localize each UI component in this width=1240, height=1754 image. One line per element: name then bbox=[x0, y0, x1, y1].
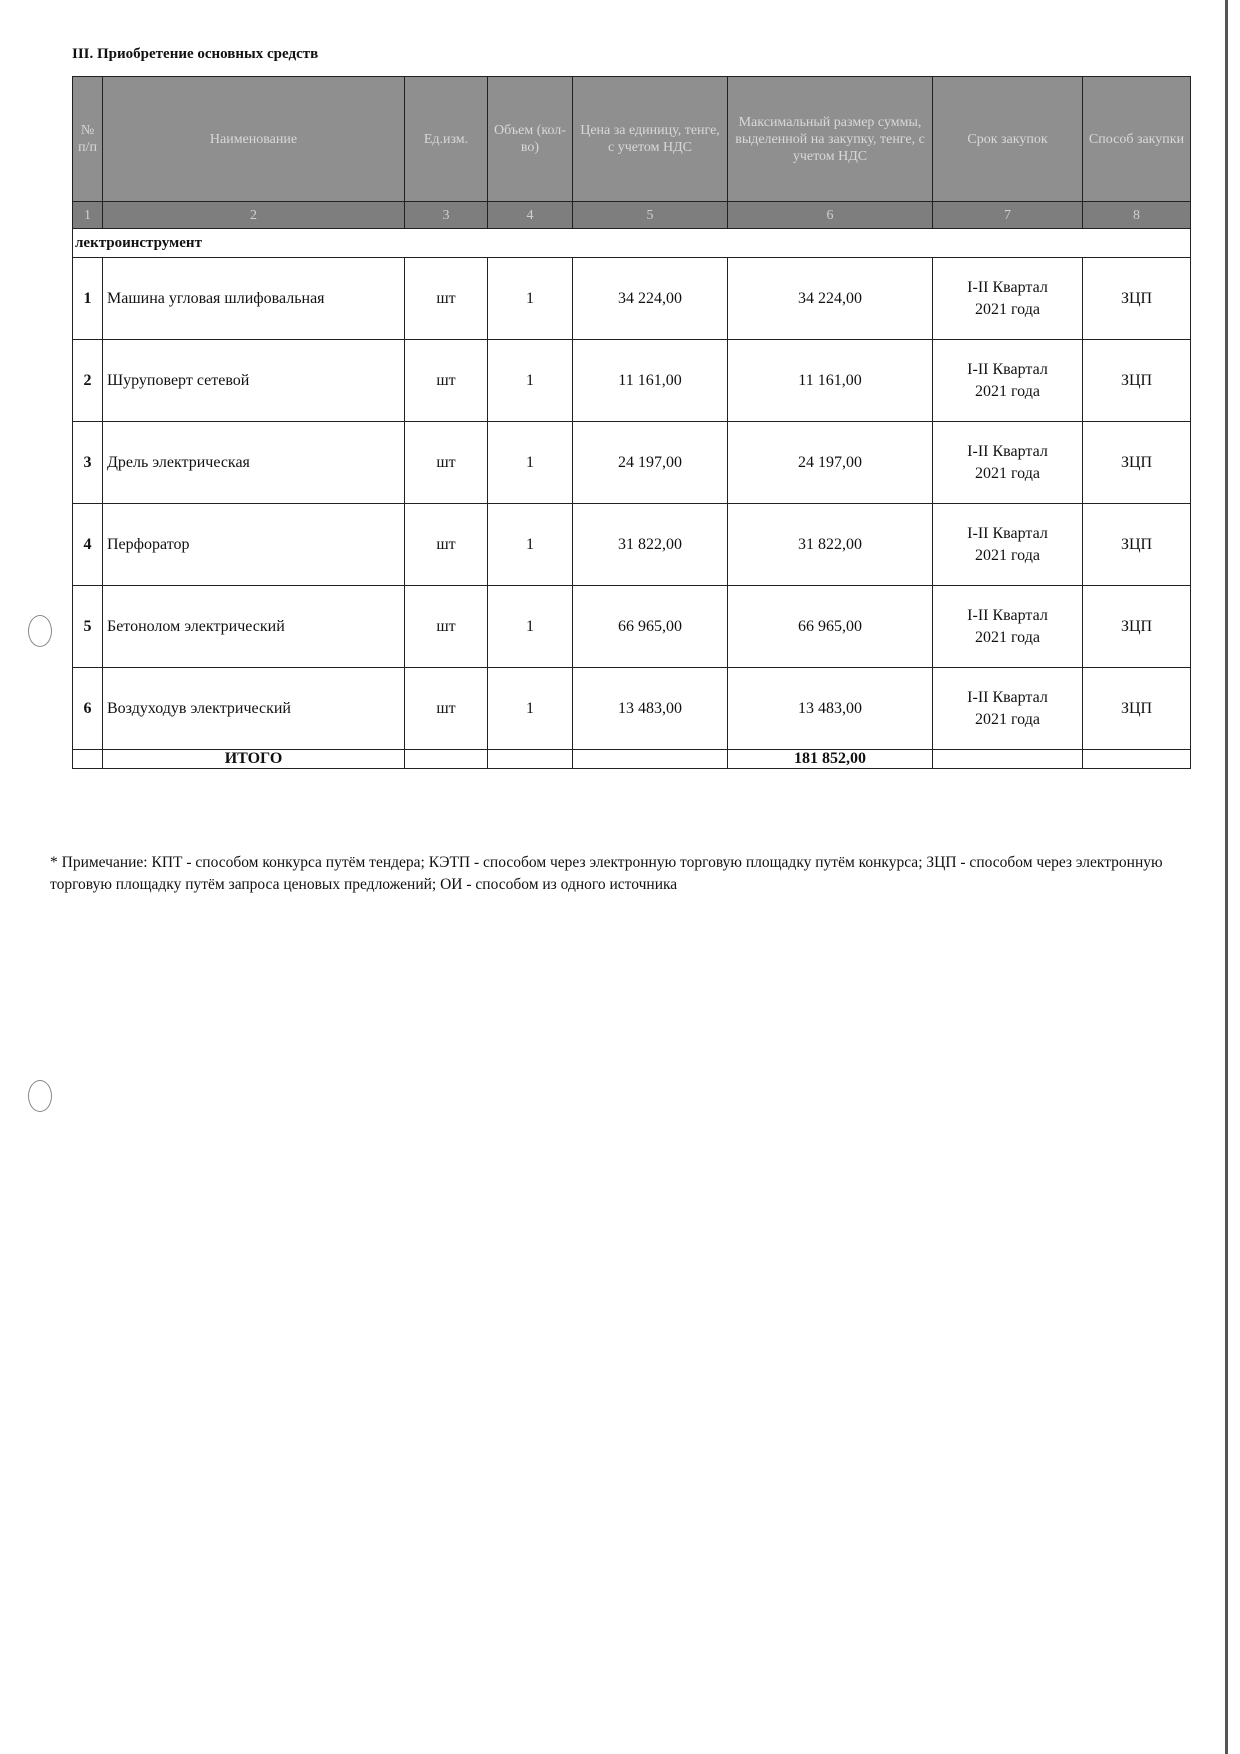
column-number: 5 bbox=[573, 202, 728, 229]
scan-mark bbox=[28, 615, 52, 647]
table-row bbox=[73, 504, 1191, 586]
period-year: 2021 года bbox=[975, 628, 1040, 646]
total-empty-cell bbox=[573, 750, 728, 769]
item-price: 31 822,00 bbox=[573, 504, 728, 586]
total-empty-cell bbox=[1083, 750, 1191, 769]
header-cell-unit: Ед.изм. bbox=[405, 77, 488, 202]
section-title: III. Приобретение основных средств bbox=[72, 46, 319, 62]
total-value: 181 852,00 bbox=[728, 750, 933, 769]
item-name: Воздуходув электрический bbox=[103, 668, 405, 750]
item-method: ЗЦП bbox=[1083, 504, 1191, 586]
column-number: 6 bbox=[728, 202, 933, 229]
table-row bbox=[73, 258, 1191, 340]
item-quantity: 1 bbox=[488, 504, 573, 586]
item-price: 34 224,00 bbox=[573, 258, 728, 340]
item-method: ЗЦП bbox=[1083, 258, 1191, 340]
table-row bbox=[73, 340, 1191, 422]
item-method: ЗЦП bbox=[1083, 668, 1191, 750]
item-unit: шт bbox=[405, 340, 488, 422]
item-name: Машина угловая шлифовальная bbox=[103, 258, 405, 340]
header-cell-quantity: Объем (кол-во) bbox=[488, 77, 573, 202]
scan-mark bbox=[28, 1080, 52, 1112]
item-total: 11 161,00 bbox=[728, 340, 933, 422]
item-name: Шуруповерт сетевой bbox=[103, 340, 405, 422]
item-method: ЗЦП bbox=[1083, 586, 1191, 668]
item-quantity: 1 bbox=[488, 586, 573, 668]
period-quarter: I-II Квартал bbox=[967, 606, 1048, 624]
item-unit: шт bbox=[405, 258, 488, 340]
column-number: 1 bbox=[73, 202, 103, 229]
item-unit: шт bbox=[405, 586, 488, 668]
item-price: 13 483,00 bbox=[573, 668, 728, 750]
row-number: 3 bbox=[73, 422, 103, 504]
period-year: 2021 года bbox=[975, 710, 1040, 728]
item-unit: шт bbox=[405, 668, 488, 750]
item-name: Перфоратор bbox=[103, 504, 405, 586]
scan-edge bbox=[1225, 0, 1228, 1754]
period-quarter: I-II Квартал bbox=[967, 278, 1048, 296]
row-number: 1 bbox=[73, 258, 103, 340]
header-cell-method: Способ закупки bbox=[1083, 77, 1191, 202]
total-empty-cell bbox=[933, 750, 1083, 769]
item-price: 24 197,00 bbox=[573, 422, 728, 504]
table-row bbox=[73, 668, 1191, 750]
procurement-table bbox=[72, 76, 1191, 769]
header-cell-name: Наименование bbox=[103, 77, 405, 202]
period-quarter: I-II Квартал bbox=[967, 360, 1048, 378]
item-total: 24 197,00 bbox=[728, 422, 933, 504]
item-total: 13 483,00 bbox=[728, 668, 933, 750]
row-number: 2 bbox=[73, 340, 103, 422]
header-cell-max-amount: Максимальный размер суммы, выделенной на закупку, тенге, с учетом НДС bbox=[728, 77, 933, 202]
row-number: 6 bbox=[73, 668, 103, 750]
item-period bbox=[933, 586, 1083, 668]
header-cell-number: № п/п bbox=[73, 77, 103, 202]
item-name: Бетонолом электрический bbox=[103, 586, 405, 668]
total-empty-cell bbox=[488, 750, 573, 769]
period-year: 2021 года bbox=[975, 382, 1040, 400]
total-row bbox=[73, 750, 1191, 769]
item-method: ЗЦП bbox=[1083, 422, 1191, 504]
group-row bbox=[73, 229, 1191, 258]
footnote: * Примечание: КПТ - способом конкурса путём тендера; КЭТП - способом через электронную торговую площадку путём конкурса; ЗЦП - способом через электронную торговую площадку путём запроса ценовых предложений; ОИ - способом из одного источника bbox=[50, 854, 1163, 893]
header-cell-price: Цена за единицу, тенге, с учетом НДС bbox=[573, 77, 728, 202]
column-number: 7 bbox=[933, 202, 1083, 229]
item-unit: шт bbox=[405, 504, 488, 586]
period-quarter: I-II Квартал bbox=[967, 524, 1048, 542]
item-period bbox=[933, 668, 1083, 750]
period-year: 2021 года bbox=[975, 464, 1040, 482]
item-period bbox=[933, 422, 1083, 504]
column-number: 3 bbox=[405, 202, 488, 229]
period-year: 2021 года bbox=[975, 300, 1040, 318]
period-quarter: I-II Квартал bbox=[967, 442, 1048, 460]
column-number: 4 bbox=[488, 202, 573, 229]
period-quarter: I-II Квартал bbox=[967, 688, 1048, 706]
total-empty-cell bbox=[405, 750, 488, 769]
table-row bbox=[73, 422, 1191, 504]
row-number: 4 bbox=[73, 504, 103, 586]
item-period bbox=[933, 504, 1083, 586]
item-period bbox=[933, 258, 1083, 340]
item-quantity: 1 bbox=[488, 340, 573, 422]
header-row bbox=[73, 77, 1191, 202]
item-total: 34 224,00 bbox=[728, 258, 933, 340]
item-method: ЗЦП bbox=[1083, 340, 1191, 422]
item-total: 66 965,00 bbox=[728, 586, 933, 668]
header-cell-period: Срок закупок bbox=[933, 77, 1083, 202]
column-number: 2 bbox=[103, 202, 405, 229]
item-period bbox=[933, 340, 1083, 422]
row-number: 5 bbox=[73, 586, 103, 668]
item-name: Дрель электрическая bbox=[103, 422, 405, 504]
total-empty-cell bbox=[73, 750, 103, 769]
item-price: 11 161,00 bbox=[573, 340, 728, 422]
item-unit: шт bbox=[405, 422, 488, 504]
period-year: 2021 года bbox=[975, 546, 1040, 564]
column-number-row bbox=[73, 202, 1191, 229]
item-quantity: 1 bbox=[488, 258, 573, 340]
group-label: лектроинструмент bbox=[73, 229, 1191, 258]
table-row bbox=[73, 586, 1191, 668]
column-number: 8 bbox=[1083, 202, 1191, 229]
item-total: 31 822,00 bbox=[728, 504, 933, 586]
total-label: ИТОГО bbox=[103, 750, 405, 769]
item-quantity: 1 bbox=[488, 422, 573, 504]
item-quantity: 1 bbox=[488, 668, 573, 750]
item-price: 66 965,00 bbox=[573, 586, 728, 668]
